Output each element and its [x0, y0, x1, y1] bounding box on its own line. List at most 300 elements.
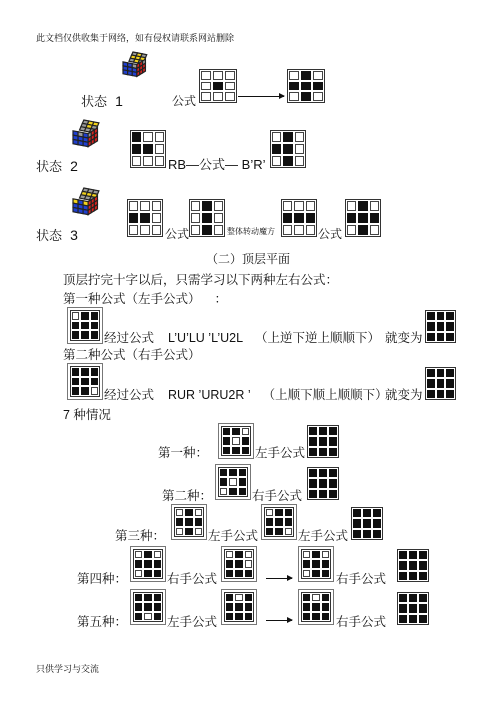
case-5-label: 第五种：: [77, 614, 128, 629]
grid-cell: [370, 201, 379, 211]
grid-cell: [135, 613, 142, 620]
state-number: 3: [70, 227, 78, 243]
grid-cell: [272, 132, 281, 142]
formula-two-moves: RUR ’URU2R ’: [168, 388, 251, 402]
formula-two-becomes: 就变为: [385, 387, 423, 402]
grid-cell: [152, 225, 161, 235]
formula-two-line: [104, 389, 388, 402]
arrow-icon: [266, 620, 292, 621]
case-5-after-grid: [301, 592, 331, 622]
grid-cell: [306, 225, 315, 235]
grid-cell: [191, 225, 200, 235]
formula-one-title: [63, 293, 227, 306]
state-3-grid-a: [127, 199, 163, 237]
grid-cell: [370, 213, 379, 223]
grid-cell: [245, 594, 252, 601]
grid-cell: [427, 322, 435, 330]
grid-cell: [303, 613, 310, 620]
grid-cell: [322, 603, 329, 610]
grid-cell: [419, 594, 427, 602]
cube-sticker: [123, 70, 128, 75]
grid-cell: [319, 479, 327, 487]
formula-two-title: 第二种公式（右手公式）: [63, 347, 201, 362]
grid-cell: [313, 82, 323, 91]
grid-cell: [144, 560, 151, 567]
grid-cell: [235, 560, 242, 567]
grid-cell: [363, 519, 371, 527]
case-5-hand-1: 左手公式: [167, 614, 218, 629]
grid-cell: [312, 560, 319, 567]
grid-cell: [155, 156, 164, 166]
grid-cell: [275, 509, 282, 516]
arrow-icon: [266, 578, 292, 579]
grid-cell: [294, 213, 303, 223]
cube-sticker: [78, 208, 83, 213]
case-4-label: 第四种：: [77, 571, 128, 586]
grid-cell: [370, 225, 379, 235]
grid-cell: [329, 427, 337, 435]
state-label-text: 状态: [81, 95, 108, 110]
case-1-hand: 左手公式: [255, 445, 306, 460]
seven-cases-heading: 7 种情况: [63, 408, 111, 422]
cube-sticker: [94, 205, 97, 211]
grid-cell: [289, 82, 299, 91]
grid-cell: [409, 594, 417, 602]
grid-cell: [399, 594, 407, 602]
case-3-hand-2: 左手公式: [298, 528, 349, 543]
grid-cell: [272, 156, 281, 166]
grid-cell: [72, 331, 79, 339]
grid-cell: [358, 201, 367, 211]
state-label-text: 状态: [36, 229, 63, 244]
grid-cell: [232, 437, 239, 444]
grid-cell: [135, 560, 142, 567]
grid-cell: [358, 225, 367, 235]
grid-cell: [266, 518, 273, 525]
grid-cell: [239, 469, 246, 476]
grid-cell: [399, 604, 407, 612]
grid-cell: [303, 603, 310, 610]
grid-cell: [201, 92, 211, 101]
grid-cell: [322, 570, 329, 577]
grid-cell: [155, 132, 164, 142]
grid-cell: [81, 331, 88, 339]
grid-cell: [143, 144, 152, 154]
formula-one-becomes: 就变为: [385, 330, 423, 345]
case-3-hand-1: 左手公式: [208, 528, 259, 543]
grid-cell: [266, 509, 273, 516]
case-4-after-grid: [301, 549, 331, 579]
grid-cell: [312, 613, 319, 620]
footer-note: 只供学习与交流: [36, 665, 100, 675]
grid-cell: [135, 594, 142, 601]
grid-cell: [201, 71, 211, 80]
case-2-start-grid: [218, 467, 248, 497]
grid-cell: [223, 447, 230, 454]
state-3-formula-word: 公式: [165, 227, 190, 241]
grid-cell: [225, 82, 235, 91]
grid-cell: [446, 390, 454, 398]
grid-cell: [294, 201, 303, 211]
state-3-label: [36, 228, 78, 243]
grid-cell: [154, 603, 161, 610]
grid-cell: [191, 213, 200, 223]
grid-cell: [72, 312, 79, 320]
grid-cell: [309, 479, 317, 487]
grid-cell: [185, 528, 192, 535]
grid-cell: [235, 613, 242, 620]
case-4-hand-2: 右手公式: [336, 571, 387, 586]
case-5-middle-grid: [224, 592, 254, 622]
grid-cell: [81, 368, 88, 376]
cube-sticker: [78, 140, 83, 145]
grid-cell: [202, 225, 211, 235]
grid-cell: [283, 213, 292, 223]
grid-cell: [309, 490, 317, 498]
rubiks-cube-image-state-3: [73, 188, 125, 240]
grid-cell: [303, 570, 310, 577]
section-title: （二）顶层平面: [206, 252, 291, 266]
grid-cell: [213, 71, 223, 80]
grid-cell: [144, 570, 151, 577]
grid-cell: [81, 312, 88, 320]
rubiks-cube-image-state-2: [73, 120, 125, 172]
grid-cell: [154, 594, 161, 601]
grid-cell: [144, 594, 151, 601]
arrow-icon: [238, 96, 284, 97]
formula-one-title-text: 第一种公式（左手公式）: [63, 291, 201, 306]
grid-cell: [185, 518, 192, 525]
grid-cell: [242, 447, 249, 454]
grid-cell: [319, 448, 327, 456]
grid-cell: [129, 213, 138, 223]
grid-cell: [419, 572, 427, 580]
grid-cell: [283, 156, 292, 166]
grid-cell: [409, 572, 417, 580]
grid-cell: [329, 479, 337, 487]
formula-two-result-grid: [425, 367, 456, 400]
state-1-label: [81, 94, 123, 109]
grid-cell: [152, 201, 161, 211]
via-formula-text: 经过公式: [104, 387, 155, 402]
grid-cell: [358, 213, 367, 223]
case-4-result-grid: [397, 549, 429, 582]
grid-cell: [245, 613, 252, 620]
cube-sticker: [143, 67, 146, 73]
grid-cell: [195, 528, 202, 535]
grid-cell: [81, 378, 88, 386]
grid-cell: [322, 613, 329, 620]
grid-cell: [232, 428, 239, 435]
grid-cell: [275, 528, 282, 535]
grid-cell: [353, 509, 361, 517]
case-4-middle-grid: [224, 549, 254, 579]
grid-cell: [347, 213, 356, 223]
grid-cell: [295, 132, 304, 142]
grid-cell: [229, 478, 236, 485]
via-formula-text: 经过公式: [104, 330, 155, 345]
grid-cell: [309, 427, 317, 435]
grid-cell: [446, 369, 454, 377]
grid-cell: [213, 82, 223, 91]
grid-cell: [214, 201, 223, 211]
grid-cell: [437, 390, 445, 398]
grid-cell: [399, 551, 407, 559]
grid-cell: [312, 551, 319, 558]
grid-cell: [312, 594, 319, 601]
cube-sticker: [73, 207, 78, 212]
case-5-result-grid: [397, 592, 429, 625]
formula-one-colon: ：: [214, 291, 228, 306]
grid-cell: [132, 132, 141, 142]
grid-cell: [140, 225, 149, 235]
grid-cell: [306, 213, 315, 223]
state-3-grid-b: [189, 199, 225, 237]
grid-cell: [303, 551, 310, 558]
grid-cell: [220, 488, 227, 495]
case-1-result-grid: [307, 425, 339, 458]
grid-cell: [81, 322, 88, 330]
cube-sticker: [83, 141, 88, 146]
grid-cell: [427, 312, 435, 320]
grid-cell: [223, 428, 230, 435]
grid-cell: [135, 603, 142, 610]
grid-cell: [353, 530, 361, 538]
grid-cell: [135, 570, 142, 577]
grid-cell: [202, 213, 211, 223]
grid-cell: [201, 82, 211, 91]
grid-cell: [91, 387, 98, 395]
case-5-start-grid: [133, 592, 163, 622]
grid-cell: [154, 613, 161, 620]
grid-cell: [220, 478, 227, 485]
state-2-before-grid: [130, 130, 166, 168]
grid-cell: [409, 551, 417, 559]
grid-cell: [283, 132, 292, 142]
header-note: 此文档仅供收集于网络，如有侵权请联系网站删除: [36, 34, 235, 44]
formula-two-hint: （上顺下顺上顺顺下）: [262, 387, 388, 402]
grid-cell: [437, 369, 445, 377]
case-3-middle-grid: [264, 507, 294, 537]
grid-cell: [301, 71, 311, 80]
formula-one-hint: （上逆下逆上顺顺下）: [255, 330, 381, 345]
grid-cell: [140, 201, 149, 211]
grid-cell: [229, 469, 236, 476]
case-3-start-grid: [174, 507, 204, 537]
state-1-before-grid: [199, 69, 237, 103]
grid-cell: [373, 530, 381, 538]
grid-cell: [135, 551, 142, 558]
formula-one-line: [104, 332, 380, 345]
grid-cell: [195, 509, 202, 516]
grid-cell: [437, 312, 445, 320]
grid-cell: [239, 488, 246, 495]
grid-cell: [427, 379, 435, 387]
case-2-result-grid: [307, 467, 339, 500]
grid-cell: [154, 570, 161, 577]
grid-cell: [347, 201, 356, 211]
grid-cell: [319, 490, 327, 498]
cube-left: [123, 62, 137, 77]
state-number: 1: [115, 93, 123, 109]
grid-cell: [306, 201, 315, 211]
grid-cell: [329, 448, 337, 456]
grid-cell: [285, 518, 292, 525]
grid-cell: [373, 509, 381, 517]
grid-cell: [266, 528, 273, 535]
case-3-result-grid: [351, 507, 383, 540]
grid-cell: [437, 333, 445, 341]
cube-sticker: [132, 72, 137, 77]
grid-cell: [176, 528, 183, 535]
cube-sticker: [128, 71, 133, 76]
grid-cell: [373, 519, 381, 527]
grid-cell: [329, 469, 337, 477]
grid-cell: [419, 561, 427, 569]
grid-cell: [283, 201, 292, 211]
grid-cell: [245, 603, 252, 610]
grid-cell: [245, 570, 252, 577]
grid-cell: [285, 528, 292, 535]
case-2-hand: 右手公式: [252, 488, 303, 503]
grid-cell: [399, 615, 407, 623]
grid-cell: [289, 92, 299, 101]
case-4-hand-1: 右手公式: [167, 571, 218, 586]
grid-cell: [446, 322, 454, 330]
grid-cell: [143, 156, 152, 166]
grid-cell: [195, 518, 202, 525]
grid-cell: [176, 518, 183, 525]
grid-cell: [363, 509, 371, 517]
grid-cell: [129, 201, 138, 211]
grid-cell: [329, 437, 337, 445]
grid-cell: [226, 570, 233, 577]
grid-cell: [202, 201, 211, 211]
grid-cell: [312, 603, 319, 610]
grid-cell: [155, 144, 164, 154]
grid-cell: [289, 71, 299, 80]
rubiks-cube-image-state-1: [123, 52, 171, 104]
grid-cell: [437, 322, 445, 330]
grid-cell: [319, 427, 327, 435]
grid-cell: [81, 387, 88, 395]
grid-cell: [235, 551, 242, 558]
grid-cell: [353, 519, 361, 527]
grid-cell: [322, 551, 329, 558]
grid-cell: [309, 469, 317, 477]
grid-cell: [242, 428, 249, 435]
grid-cell: [232, 447, 239, 454]
state-3-rotate-note: 整体转动魔方: [227, 227, 275, 236]
grid-cell: [132, 144, 141, 154]
grid-cell: [322, 560, 329, 567]
grid-cell: [154, 551, 161, 558]
grid-cell: [223, 437, 230, 444]
grid-cell: [235, 603, 242, 610]
grid-cell: [409, 615, 417, 623]
grid-cell: [446, 333, 454, 341]
grid-cell: [294, 225, 303, 235]
grid-cell: [303, 594, 310, 601]
grid-cell: [419, 551, 427, 559]
grid-cell: [329, 490, 337, 498]
grid-cell: [363, 530, 371, 538]
grid-cell: [91, 312, 98, 320]
state-3-grid-d: [345, 199, 381, 237]
intro-text: 顶层拧完十字以后，只需学习以下两种左右公式：: [63, 272, 339, 287]
grid-cell: [129, 225, 138, 235]
grid-cell: [446, 312, 454, 320]
grid-cell: [313, 71, 323, 80]
grid-cell: [419, 604, 427, 612]
grid-cell: [226, 560, 233, 567]
grid-cell: [313, 92, 323, 101]
grid-cell: [239, 478, 246, 485]
case-2-label: 第二种：: [162, 488, 213, 503]
grid-cell: [143, 132, 152, 142]
grid-cell: [322, 594, 329, 601]
grid-cell: [427, 333, 435, 341]
grid-cell: [303, 560, 310, 567]
grid-cell: [72, 368, 79, 376]
grid-cell: [91, 368, 98, 376]
grid-cell: [242, 437, 249, 444]
grid-cell: [295, 144, 304, 154]
grid-cell: [152, 213, 161, 223]
grid-cell: [347, 225, 356, 235]
state-3-formula-word-2: 公式: [318, 227, 343, 241]
formula-two-start-grid: [70, 366, 100, 397]
grid-cell: [446, 379, 454, 387]
cube-sticker: [83, 209, 88, 214]
grid-cell: [295, 156, 304, 166]
grid-cell: [312, 570, 319, 577]
grid-cell: [91, 331, 98, 339]
grid-cell: [140, 213, 149, 223]
case-4-start-grid: [133, 549, 163, 579]
grid-cell: [419, 615, 427, 623]
case-1-label: 第一种：: [158, 445, 209, 460]
grid-cell: [154, 560, 161, 567]
grid-cell: [213, 92, 223, 101]
grid-cell: [91, 322, 98, 330]
grid-cell: [427, 369, 435, 377]
grid-cell: [226, 613, 233, 620]
cube-sticker: [94, 137, 97, 143]
grid-cell: [220, 469, 227, 476]
formula-one-result-grid: [425, 310, 456, 343]
grid-cell: [226, 551, 233, 558]
grid-cell: [214, 225, 223, 235]
grid-cell: [399, 561, 407, 569]
state-1-after-grid: [287, 69, 325, 103]
grid-cell: [144, 613, 151, 620]
state-2-after-grid: [270, 130, 306, 168]
grid-cell: [319, 437, 327, 445]
grid-cell: [437, 379, 445, 387]
case-3-label: 第三种：: [115, 528, 166, 543]
grid-cell: [191, 201, 200, 211]
state-2-label: [36, 159, 78, 174]
grid-cell: [72, 322, 79, 330]
state-2-formula-text: RB—公式— B’R’: [168, 157, 266, 172]
formula-one-moves: L’U’LU ’L’U2L: [168, 331, 244, 345]
grid-cell: [226, 603, 233, 610]
grid-cell: [91, 378, 98, 386]
grid-cell: [72, 378, 79, 386]
grid-cell: [245, 551, 252, 558]
grid-cell: [309, 437, 317, 445]
